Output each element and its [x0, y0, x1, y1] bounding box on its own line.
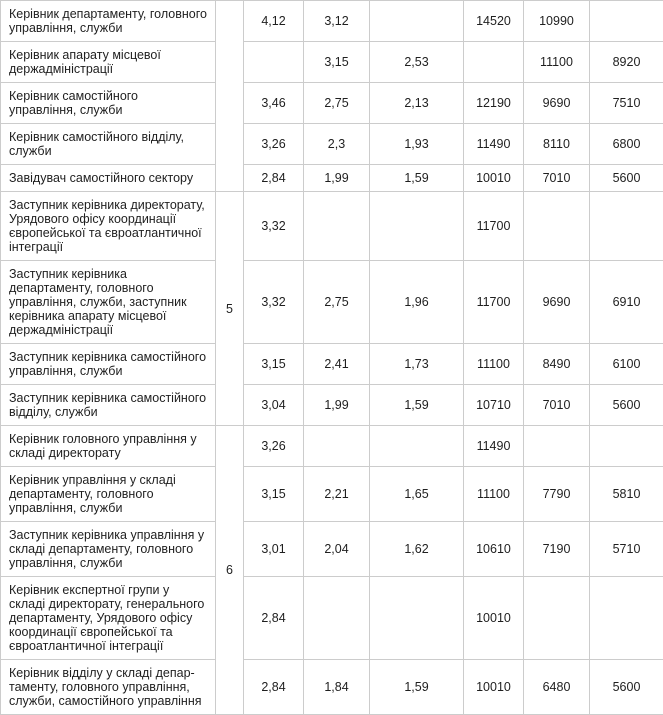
table-row — [1, 522, 663, 577]
coef-cell: 3,32 — [244, 261, 304, 344]
coef-cell: 4,12 — [244, 1, 304, 42]
salary-cell: 11100 — [524, 42, 590, 83]
salary-cell — [590, 577, 663, 660]
position-title-cell: Керівник відділу у складі депар-таменту, головного управління, служби, самостійного управління — [1, 660, 216, 715]
salary-cell: 11700 — [464, 261, 524, 344]
position-title-cell: Керівник управління у складі департаменту, головного управління, служби — [1, 467, 216, 522]
coef-cell: 3,26 — [244, 124, 304, 165]
salary-cell: 8920 — [590, 42, 663, 83]
coef-cell: 3,46 — [244, 83, 304, 124]
salary-cell: 5600 — [590, 165, 663, 192]
position-title-cell: Заступник керівника самостійного відділу, служби — [1, 385, 216, 426]
salary-cell — [590, 426, 663, 467]
coef-cell: 1,59 — [370, 165, 464, 192]
position-title-cell: Керівник експертної групи у складі директорату, генерального департаменту, Урядового офісу координації європейської та євроатлантичної інтеграції — [1, 577, 216, 660]
table-row — [1, 261, 663, 344]
coef-cell: 2,41 — [304, 344, 370, 385]
table-row — [1, 660, 663, 715]
salary-cell — [524, 426, 590, 467]
coef-cell: 3,12 — [304, 1, 370, 42]
position-title-cell: Керівник апарату місцевої держадміністрації — [1, 42, 216, 83]
salary-cell: 6100 — [590, 344, 663, 385]
coef-cell: 3,26 — [244, 426, 304, 467]
table-row — [1, 1, 663, 42]
coef-cell: 1,73 — [370, 344, 464, 385]
salary-cell — [590, 192, 663, 261]
coef-cell: 2,84 — [244, 660, 304, 715]
coef-cell: 2,75 — [304, 261, 370, 344]
salary-cell: 7790 — [524, 467, 590, 522]
coef-cell: 3,01 — [244, 522, 304, 577]
coef-cell: 1,59 — [370, 660, 464, 715]
table-row — [1, 124, 663, 165]
salary-cell: 10010 — [464, 165, 524, 192]
group-number-cell — [216, 1, 244, 192]
coef-cell: 3,15 — [244, 344, 304, 385]
salary-cell: 5710 — [590, 522, 663, 577]
table-row — [1, 577, 663, 660]
salary-cell: 5600 — [590, 385, 663, 426]
position-title-cell: Заступник керівника департаменту, головного управління, служби, заступник керівника апарату місцевої держадміністрації — [1, 261, 216, 344]
position-title-cell: Заступник керівника управління у складі департаменту, головного управління, служби — [1, 522, 216, 577]
coef-cell: 1,84 — [304, 660, 370, 715]
position-title-cell: Керівник самостійного відділу, служби — [1, 124, 216, 165]
salary-cell: 11490 — [464, 124, 524, 165]
position-title-cell: Заступник керівника директорату, Урядового офісу координації європейської та євроатлантичної інтеграції — [1, 192, 216, 261]
salary-cell: 11100 — [464, 344, 524, 385]
salary-cell: 10710 — [464, 385, 524, 426]
salary-cell — [590, 1, 663, 42]
salary-cell: 9690 — [524, 83, 590, 124]
salary-cell: 12190 — [464, 83, 524, 124]
coef-cell — [370, 577, 464, 660]
coef-cell: 1,99 — [304, 385, 370, 426]
position-title-cell: Заступник керівника самостійного управління, служби — [1, 344, 216, 385]
salary-cell: 10010 — [464, 577, 524, 660]
salary-cell: 5600 — [590, 660, 663, 715]
coef-cell: 3,04 — [244, 385, 304, 426]
salary-cell: 11100 — [464, 467, 524, 522]
position-title-cell: Керівник департаменту, головного управління, служби — [1, 1, 216, 42]
coef-cell: 2,21 — [304, 467, 370, 522]
table-row — [1, 426, 663, 467]
salary-cell: 7190 — [524, 522, 590, 577]
coef-cell: 1,93 — [370, 124, 464, 165]
coef-cell: 1,65 — [370, 467, 464, 522]
salary-cell: 9690 — [524, 261, 590, 344]
table-row — [1, 467, 663, 522]
salary-cell: 11490 — [464, 426, 524, 467]
salary-cell — [464, 42, 524, 83]
salary-cell: 5810 — [590, 467, 663, 522]
table-row — [1, 192, 663, 261]
group-number-cell: 5 — [216, 192, 244, 426]
salary-cell — [524, 577, 590, 660]
salary-cell: 7010 — [524, 165, 590, 192]
coef-cell — [304, 577, 370, 660]
position-title-cell: Керівник головного управління у складі директорату — [1, 426, 216, 467]
coef-cell: 3,15 — [244, 467, 304, 522]
coef-cell — [370, 192, 464, 261]
salary-cell: 8110 — [524, 124, 590, 165]
coef-cell: 1,99 — [304, 165, 370, 192]
salary-cell: 14520 — [464, 1, 524, 42]
position-title-cell: Завідувач самостійного сектору — [1, 165, 216, 192]
salary-cell: 10010 — [464, 660, 524, 715]
coef-cell: 1,96 — [370, 261, 464, 344]
coef-cell: 2,84 — [244, 577, 304, 660]
table-row — [1, 165, 663, 192]
table-row — [1, 83, 663, 124]
coef-cell: 3,15 — [304, 42, 370, 83]
coef-cell: 3,32 — [244, 192, 304, 261]
coef-cell — [304, 192, 370, 261]
salary-cell: 6910 — [590, 261, 663, 344]
coef-cell: 2,13 — [370, 83, 464, 124]
table-row — [1, 344, 663, 385]
coef-cell: 2,3 — [304, 124, 370, 165]
salary-cell: 10990 — [524, 1, 590, 42]
group-number-cell: 6 — [216, 426, 244, 715]
salary-cell: 6480 — [524, 660, 590, 715]
coef-cell: 2,84 — [244, 165, 304, 192]
table-row — [1, 385, 663, 426]
coef-cell: 2,75 — [304, 83, 370, 124]
salary-cell: 8490 — [524, 344, 590, 385]
salary-cell: 10610 — [464, 522, 524, 577]
coef-cell — [304, 426, 370, 467]
salary-cell: 11700 — [464, 192, 524, 261]
coef-cell: 1,62 — [370, 522, 464, 577]
coef-cell — [370, 1, 464, 42]
coef-cell — [244, 42, 304, 83]
position-title-cell: Керівник самостійного управління, служби — [1, 83, 216, 124]
salary-cell: 6800 — [590, 124, 663, 165]
coef-cell: 2,04 — [304, 522, 370, 577]
salary-cell — [524, 192, 590, 261]
coef-cell: 1,59 — [370, 385, 464, 426]
salary-cell: 7510 — [590, 83, 663, 124]
coef-cell: 2,53 — [370, 42, 464, 83]
coef-cell — [370, 426, 464, 467]
table-row — [1, 42, 663, 83]
salary-cell: 7010 — [524, 385, 590, 426]
